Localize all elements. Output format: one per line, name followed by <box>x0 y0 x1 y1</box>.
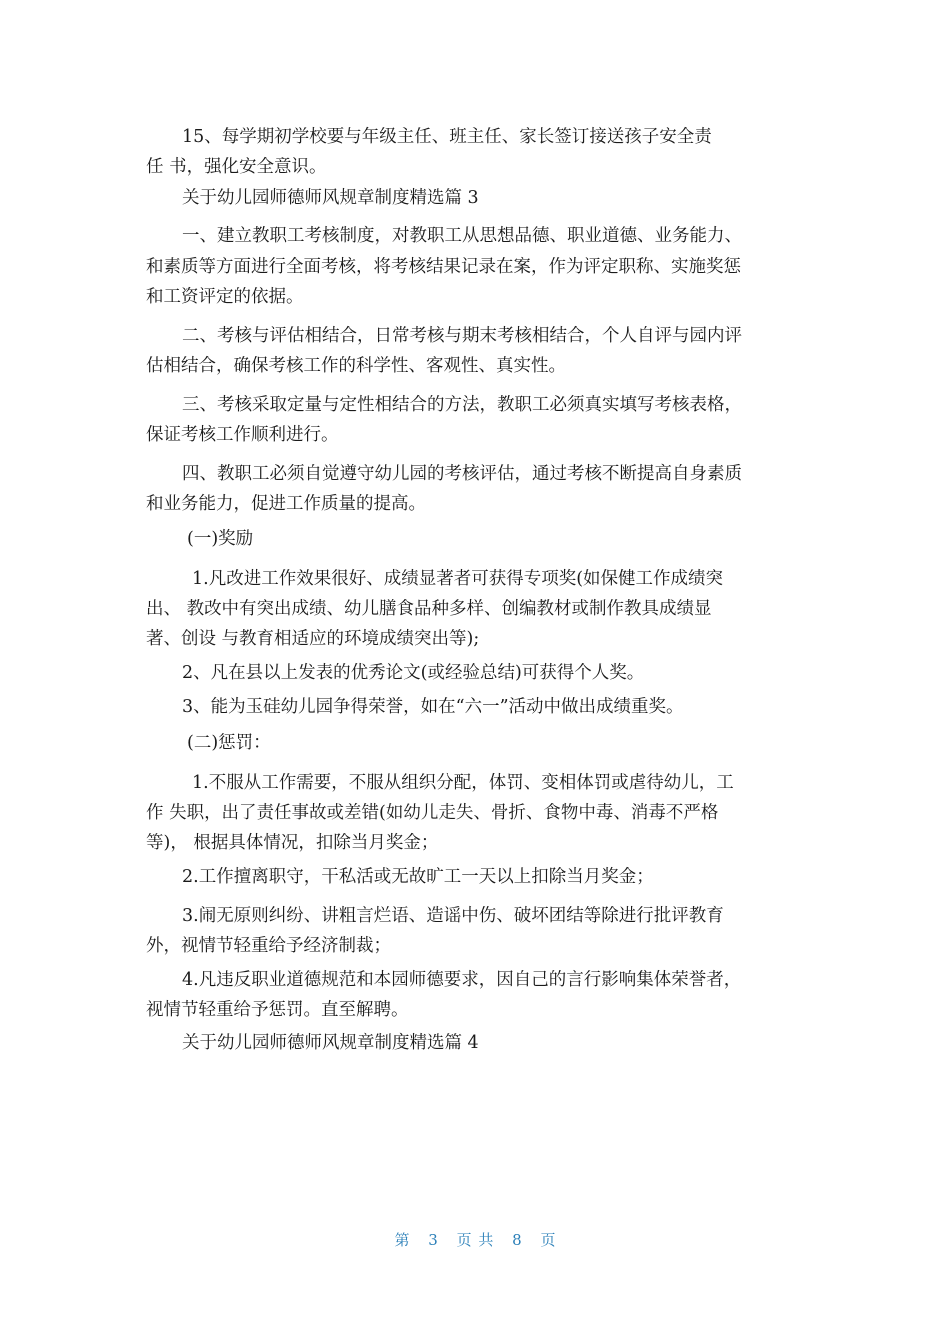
penalty-4-line-1: 4.凡违反职业道德规范和本园师德要求，因自己的言行影响集体荣誉者， <box>182 970 742 990</box>
penalty-4-line-2: 视情节轻重给予惩罚。直至解聘。 <box>146 1000 409 1020</box>
page-footer <box>0 1229 950 1250</box>
reward-heading: (一)奖励 <box>187 529 254 549</box>
penalty-heading: (二)惩罚： <box>187 733 271 753</box>
penalty-1-line-3: 等)， 根据具体情况，扣除当月奖金； <box>146 833 439 853</box>
article-1-line-3: 和工资评定的依据。 <box>146 287 304 307</box>
penalty-3-line-1: 3.闹无原则纠纷、讲粗言烂语、造谣中伤、破坏团结等除进行批评教育 <box>182 906 724 926</box>
paragraph-15-line-2: 任 书，强化安全意识。 <box>146 157 327 177</box>
section-heading-3: 关于幼儿园师德师风规章制度精选篇 3 <box>182 188 479 208</box>
footer-total-pages: 8 <box>512 1231 522 1249</box>
reward-1-line-1: 1.凡改进工作效果很好、成绩显著者可获得专项奖(如保健工作成绩突 <box>192 569 724 589</box>
paragraph-15-line-1: 15、每学期初学校要与年级主任、班主任、家长签订接送孩子安全责 <box>182 127 712 147</box>
footer-current-page: 3 <box>428 1231 438 1249</box>
article-1-line-1: 一、建立教职工考核制度，对教职工从思想品德、职业道德、业务能力、 <box>182 226 742 246</box>
reward-1-line-2: 出、 教改中有突出成绩、幼儿膳食品种多样、创编教材或制作教具成绩显 <box>146 599 712 619</box>
penalty-2: 2.工作擅离职守，干私活或无故旷工一天以上扣除当月奖金； <box>182 867 654 887</box>
section-heading-4: 关于幼儿园师德师风规章制度精选篇 4 <box>182 1033 479 1053</box>
article-4-line-2: 和业务能力，促进工作质量的提高。 <box>146 494 426 514</box>
article-2-line-1: 二、考核与评估相结合，日常考核与期末考核相结合，个人自评与园内评 <box>182 326 742 346</box>
footer-middle: 页 共 <box>456 1231 494 1249</box>
article-3-line-2: 保证考核工作顺利进行。 <box>146 425 339 445</box>
article-3-line-1: 三、考核采取定量与定性相结合的方法，教职工必须真实填写考核表格， <box>182 395 742 415</box>
footer-prefix: 第 <box>394 1231 410 1249</box>
penalty-1-line-1: 1.不服从工作需要，不服从组织分配，体罚、变相体罚或虐待幼儿，工 <box>192 773 734 793</box>
article-2-line-2: 估相结合，确保考核工作的科学性、客观性、真实性。 <box>146 356 566 376</box>
reward-3: 3、能为玉硅幼儿园争得荣誉，如在“六一”活动中做出成绩重奖。 <box>182 697 684 717</box>
reward-1-line-3: 著、创设 与教育相适应的环境成绩突出等); <box>146 629 480 649</box>
article-1-line-2: 和素质等方面进行全面考核，将考核结果记录在案，作为评定职称、实施奖惩 <box>146 257 741 277</box>
reward-2: 2、凡在县以上发表的优秀论文(或经验总结)可获得个人奖。 <box>182 663 645 683</box>
penalty-1-line-2: 作 失职，出了责任事故或差错(如幼儿走失、骨折、食物中毒、消毒不严格 <box>146 803 719 823</box>
penalty-3-line-2: 外，视情节轻重给予经济制裁； <box>146 936 391 956</box>
footer-suffix: 页 <box>540 1231 556 1249</box>
article-4-line-1: 四、教职工必须自觉遵守幼儿园的考核评估，通过考核不断提高自身素质 <box>182 464 742 484</box>
